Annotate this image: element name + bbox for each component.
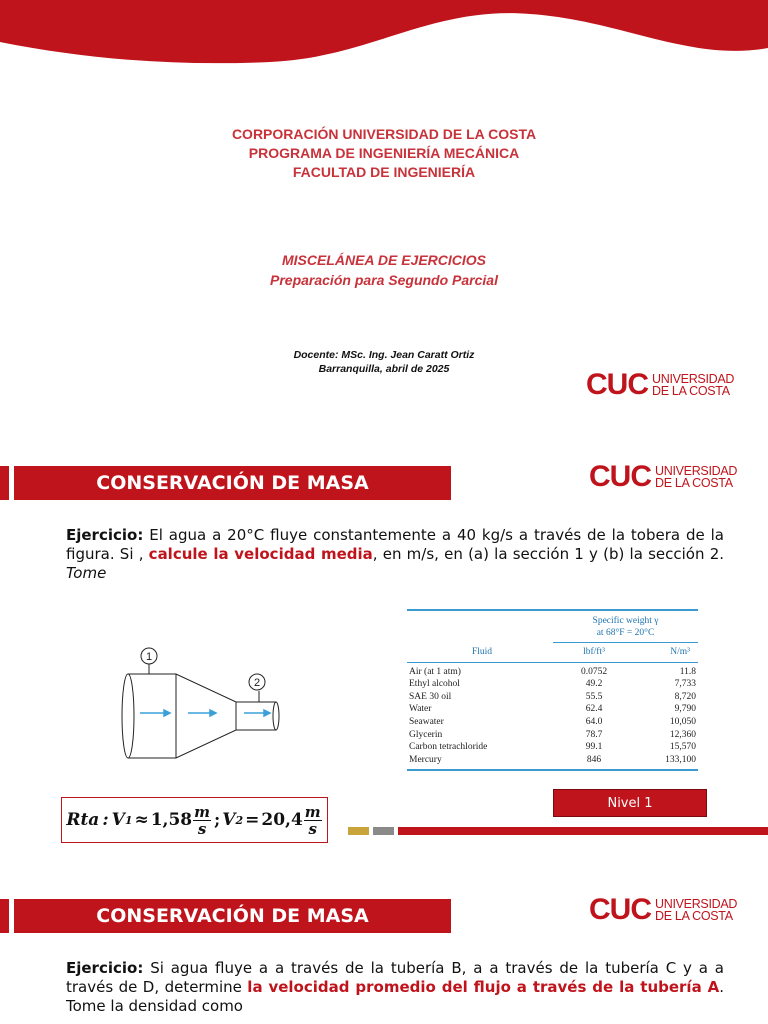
- university-logo: [586, 370, 734, 400]
- section-1-label: 1: [145, 651, 153, 663]
- footer-gold-block: [348, 827, 369, 835]
- exercise-statement: Ejercicio: El agua a 20°C fluye constantemente a 40 kg/s a través de la tobera de la figura. Si , calcule la velocidad media, en m/s, en (a) la sección 1 y (b) la sección 2. Tome: [66, 526, 725, 582]
- logo-text: UNIVERSIDAD DE LA COSTA: [655, 897, 738, 923]
- cover-subtitle: Preparación para Segundo Parcial: [270, 272, 498, 288]
- table-row: Water 62.4 9,790: [409, 704, 696, 715]
- answer-box: Rta : V 1 ≈ 1,58 $\frac{m}{s}$ ; V 2 = 20,4 $\frac{m}{s}$: [61, 797, 328, 843]
- section-banner: CONSERVACIÓN DE MASA: [14, 466, 451, 500]
- footer-red-bar: [398, 827, 768, 835]
- cover-title: MISCELÁNEA DE EJERCICIOS: [281, 252, 487, 268]
- table-header-row: Fluid lbf/ft³ N/m³: [471, 647, 690, 657]
- table-row: Seawater 64.0 10,050: [409, 716, 696, 727]
- university-logo: [589, 462, 737, 492]
- logo-text: UNIVERSIDAD DE LA COSTA: [655, 464, 738, 490]
- section-banner: CONSERVACIÓN DE MASA: [14, 899, 451, 933]
- table-row: Mercury 846 133,100: [409, 754, 696, 765]
- cover-faculty-line: FACULTAD DE INGENIERÍA: [292, 164, 476, 180]
- cover-institution-line: CORPORACIÓN UNIVERSIDAD DE LA COSTA: [231, 126, 537, 142]
- nozzle-diagram: [118, 644, 288, 762]
- top-wave-decoration: [0, 0, 768, 80]
- table-row: Ethyl alcohol 49.2 7,733: [409, 679, 696, 690]
- banner-edge-marker: [0, 899, 9, 933]
- level-badge: Nivel 1: [553, 789, 707, 817]
- table-row: Air (at 1 atm) 0.0752 11.8: [409, 666, 696, 677]
- section-2-label: 2: [253, 677, 261, 689]
- table-row: Carbon tetrachloride 99.1 15,570: [409, 742, 696, 753]
- cover-program-line: PROGRAMA DE INGENIERÍA MECÁNICA: [248, 145, 520, 161]
- logo-mark: CUC: [589, 893, 651, 926]
- table-row: SAE 30 oil 55.5 8,720: [409, 691, 696, 702]
- cover-docente: Docente: MSc. Ing. Jean Caratt Ortiz: [293, 349, 475, 361]
- footer-gray-block: [373, 827, 394, 835]
- banner-edge-marker: [0, 466, 9, 500]
- logo-text: UNIVERSIDAD DE LA COSTA: [652, 372, 735, 398]
- logo-mark: CUC: [589, 460, 651, 493]
- exercise-statement: Ejercicio: Si agua fluye a a través de la tubería B, a a través de la tubería C y a a través de D, determine la velocidad promedio del flujo a través de la tubería A. Tome la densidad como: [66, 959, 724, 1015]
- university-logo: [589, 895, 737, 925]
- logo-mark: CUC: [586, 368, 648, 401]
- cover-place-date: Barranquilla, abril de 2025: [318, 363, 450, 375]
- table-row: Glycerin 78.7 12,360: [409, 729, 696, 740]
- table-group-header: Specific weight γ at 68°F = 20°C: [553, 611, 698, 643]
- specific-weight-table: [407, 609, 698, 771]
